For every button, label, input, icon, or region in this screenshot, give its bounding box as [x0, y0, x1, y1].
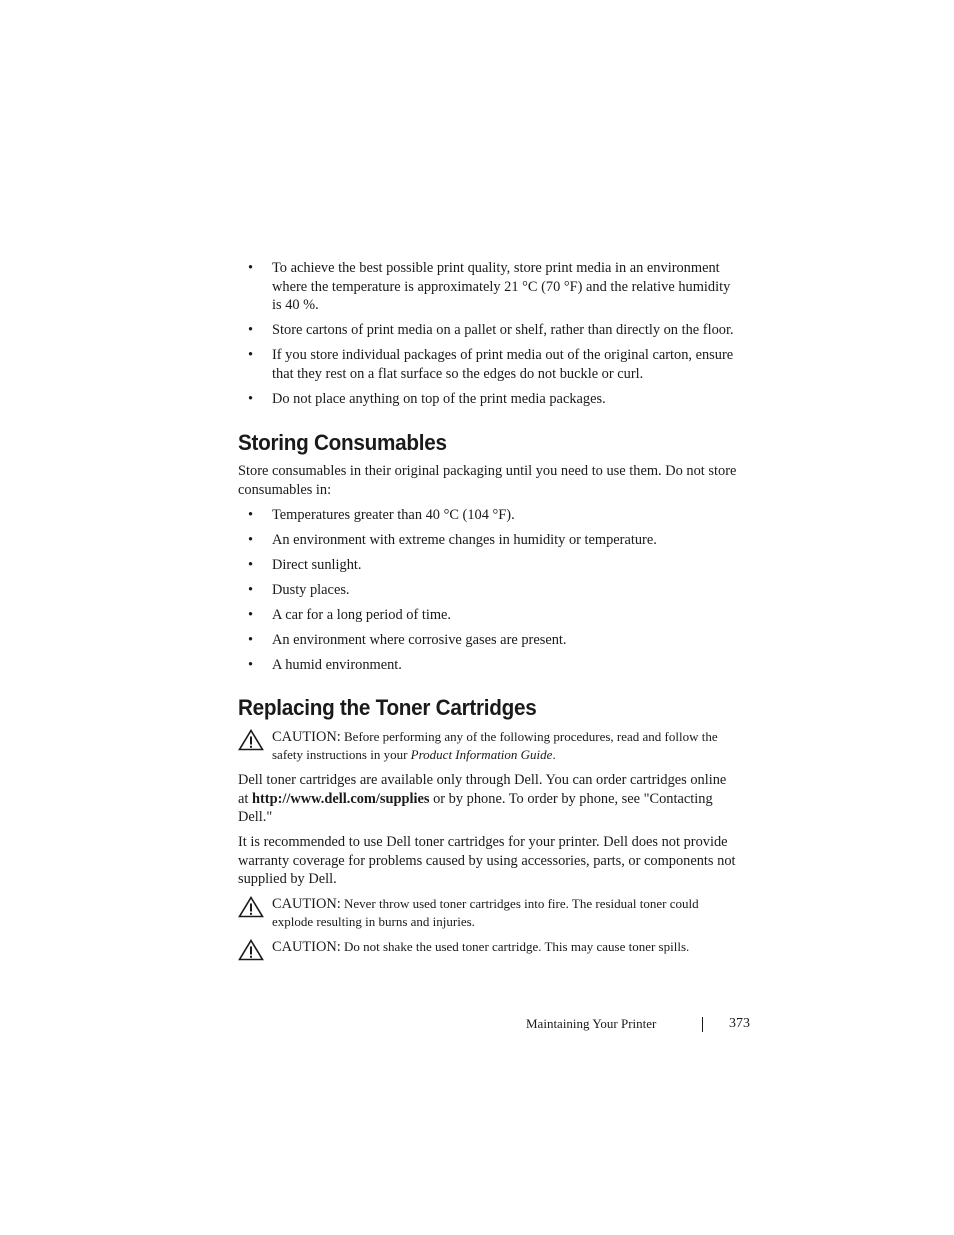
footer-divider	[702, 1017, 703, 1032]
bullet-glyph: •	[248, 556, 254, 573]
ordering-text-end: or by phone. To order by phone, see "Contacting Dell."	[238, 790, 713, 825]
list-item-text: Temperatures greater than 40 °C (104 °F).	[272, 506, 515, 523]
caution-text: Never throw used toner cartridges into fire. The residual toner could explode resulting in burns and injuries.	[272, 896, 699, 929]
list-item-text: To achieve the best possible print quality, store print media in an environment where the temperature is approximately 21 °C (70 °F) and the relative humidity is 40 %.	[272, 260, 731, 313]
warranty-paragraph: It is recommended to use Dell toner cartridges for your printer. Dell does not provide warranty coverage for problems caused by using accessories, parts, or components not supplied by Dell.	[238, 834, 736, 887]
list-item-text: An environment with extreme changes in humidity or temperature.	[272, 531, 657, 548]
caution-notice-fire	[238, 895, 738, 931]
list-item	[238, 581, 738, 600]
dell-supplies-link[interactable]: http://www.dell.com/supplies	[251, 790, 430, 807]
caution-text: Before performing any of the following procedures, read and follow the safety instructions in your	[272, 729, 718, 762]
warning-triangle-icon	[238, 896, 264, 918]
caution-label: CAUTION:	[272, 896, 341, 912]
list-item	[238, 656, 738, 675]
list-item	[238, 506, 738, 525]
list-item	[238, 531, 738, 550]
storing-intro-paragraph: Store consumables in their original packaging until you need to use them. Do not store consumables in:	[238, 463, 737, 498]
footer-section-title: Maintaining Your Printer	[526, 1016, 657, 1031]
page-number: 373	[729, 1016, 750, 1031]
list-item-text: Do not place anything on top of the print media packages.	[272, 390, 606, 407]
list-item	[238, 346, 738, 383]
list-item-text: An environment where corrosive gases are present.	[272, 631, 567, 648]
caution-label: CAUTION:	[272, 939, 341, 955]
warning-triangle-icon	[238, 939, 264, 961]
list-item-text: Direct sunlight.	[272, 556, 362, 573]
intro-bullet-list	[238, 259, 738, 408]
list-item	[238, 259, 738, 315]
bullet-glyph: •	[248, 581, 254, 598]
list-item	[238, 556, 738, 575]
product-information-guide-title: Product Information Guide	[410, 747, 553, 762]
storing-bullet-list	[238, 506, 738, 675]
bullet-glyph: •	[248, 260, 254, 276]
bullet-glyph: •	[248, 631, 254, 648]
list-item-text: A humid environment.	[272, 656, 402, 673]
ordering-paragraph	[238, 771, 738, 827]
bullet-glyph: •	[248, 656, 254, 673]
list-item	[238, 631, 738, 650]
list-item-text: A car for a long period of time.	[272, 606, 452, 623]
caution-text-end: .	[552, 747, 556, 762]
bullet-glyph: •	[248, 347, 254, 363]
list-item-text: If you store individual packages of print media out of the original carton, ensure that they rest on a flat surface so the edges do not buckle or curl.	[272, 347, 734, 382]
bullet-glyph: •	[248, 506, 254, 523]
list-item-text: Store cartons of print media on a pallet or shelf, rather than directly on the floor.	[272, 322, 734, 338]
caution-notice-shake	[238, 938, 738, 956]
list-item	[238, 390, 738, 409]
bullet-glyph: •	[248, 322, 254, 338]
caution-text: Do not shake the used toner cartridge. This may cause toner spills.	[344, 939, 690, 954]
caution-label: CAUTION:	[272, 729, 341, 745]
list-item	[238, 606, 738, 625]
list-item-text: Dusty places.	[272, 581, 350, 598]
page-content	[238, 259, 738, 963]
bullet-glyph: •	[248, 390, 254, 407]
ordering-text: Dell toner cartridges are available only through Dell. You can order cartridges online at	[238, 772, 727, 807]
bullet-glyph: •	[248, 531, 254, 548]
section-heading-storing-consumables: Storing Consumables	[238, 430, 447, 455]
warning-triangle-icon	[238, 729, 264, 751]
bullet-glyph: •	[248, 606, 254, 623]
caution-notice-safety	[238, 728, 738, 764]
list-item	[238, 321, 738, 340]
section-heading-replacing-toner: Replacing the Toner Cartridges	[238, 695, 537, 720]
